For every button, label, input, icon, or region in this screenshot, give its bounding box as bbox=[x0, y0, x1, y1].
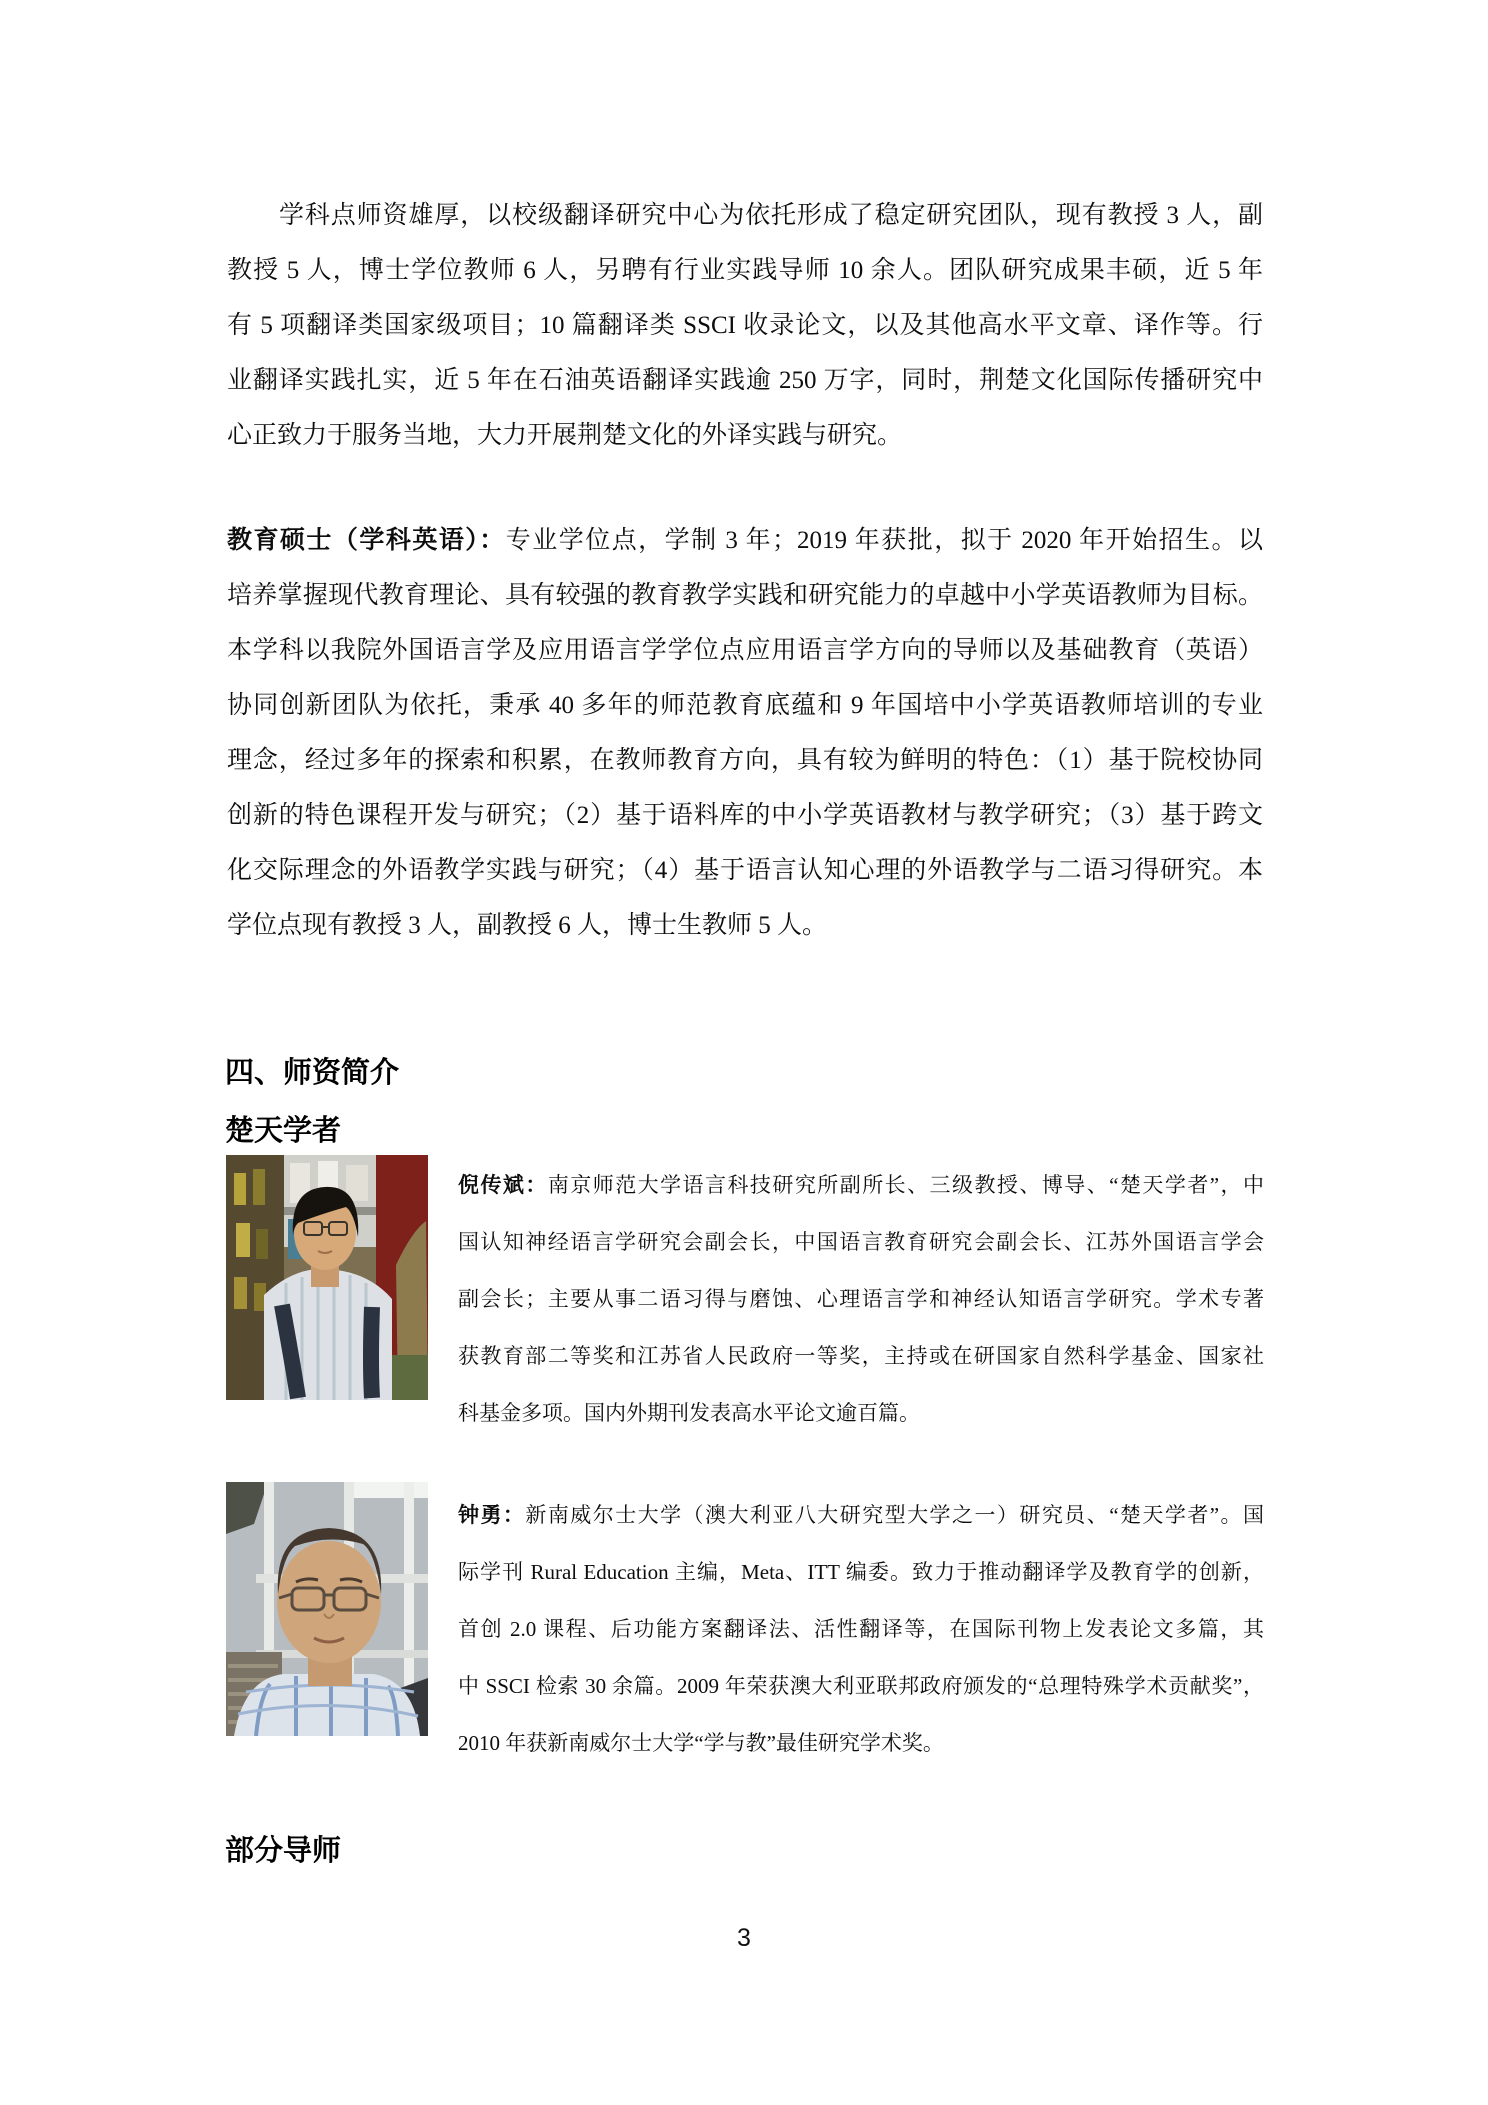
subheading-chutian-scholar: 楚天学者 bbox=[225, 1115, 342, 1147]
paragraph-line bbox=[227, 513, 1263, 568]
bio-line bbox=[458, 1487, 1264, 1544]
bio-name-zhong-yong: 钟勇： bbox=[458, 1503, 526, 1527]
bio-line-text: 新南威尔士大学（澳大利亚八大研究型大学之一）研究员、“楚天学者”。国 bbox=[525, 1503, 1265, 1527]
paragraph-line: 理念，经过多年的探索和积累，在教师教育方向，具有较为鲜明的特色：（1）基于院校协同 bbox=[227, 747, 1263, 774]
ni-chuanbin-portrait-image bbox=[226, 1155, 428, 1400]
bio-line: 际学刊 Rural Education 主编，Meta、ITT 编委。致力于推动翻译学及教育学的创新， bbox=[458, 1560, 1264, 1584]
section-heading-faculty-intro: 四、师资简介 bbox=[225, 1057, 400, 1089]
paragraph-line: 学位点现有教授 3 人，副教授 6 人，博士生教师 5 人。 bbox=[227, 912, 828, 939]
bio-line: 首创 2.0 课程、后功能方案翻译法、活性翻译等，在国际刊物上发表论文多篇，其 bbox=[458, 1617, 1264, 1641]
paragraph-line: 本学科以我院外国语言学及应用语言学学位点应用语言学方向的导师以及基础教育（英语） bbox=[227, 637, 1263, 664]
bio-name-ni-chuanbin: 倪传斌： bbox=[458, 1173, 548, 1197]
page-number: 3 bbox=[737, 1924, 751, 1952]
portrait-photo-zhong-yong bbox=[226, 1482, 428, 1736]
paragraph-line: 培养掌握现代教育理论、具有较强的教育教学实践和研究能力的卓越中小学英语教师为目标。 bbox=[227, 582, 1263, 609]
paragraph-education-master bbox=[227, 513, 1263, 953]
bio-line: 获教育部二等奖和江苏省人民政府一等奖，主持或在研国家自然科学基金、国家社 bbox=[458, 1344, 1264, 1368]
paragraph-line: 心正致力于服务当地，大力开展荆楚文化的外译实践与研究。 bbox=[227, 422, 903, 449]
paragraph-line: 协同创新团队为依托，秉承 40 多年的师范教育底蕴和 9 年国培中小学英语教师培训的专业 bbox=[227, 692, 1263, 719]
degree-program-label: 教育硕士（学科英语）： bbox=[227, 527, 506, 554]
bio-line: 国认知神经语言学研究会副会长，中国语言教育研究会副会长、江苏外国语言学会 bbox=[458, 1230, 1264, 1254]
bio-ni-chuanbin bbox=[226, 1155, 1264, 1442]
zhong-yong-portrait-image bbox=[226, 1482, 428, 1736]
subheading-partial-mentors: 部分导师 bbox=[225, 1835, 342, 1867]
bio-text-ni-chuanbin bbox=[458, 1155, 1264, 1442]
paragraph-line-text: 专业学位点，学制 3 年；2019 年获批，拟于 2020 年开始招生。以 bbox=[505, 527, 1263, 554]
portrait-photo-ni-chuanbin bbox=[226, 1155, 428, 1400]
bio-line bbox=[458, 1157, 1264, 1214]
paragraph-line: 业翻译实践扎实，近 5 年在石油英语翻译实践逾 250 万字，同时，荆楚文化国际传播研究中 bbox=[227, 367, 1263, 394]
bio-line-text: 南京师范大学语言科技研究所副所长、三级教授、博导、“楚天学者”，中 bbox=[547, 1173, 1265, 1197]
paragraph-line: 创新的特色课程开发与研究；（2）基于语料库的中小学英语教材与教学研究；（3）基于跨文 bbox=[227, 802, 1263, 829]
bio-line: 副会长；主要从事二语习得与磨蚀、心理语言学和神经认知语言学研究。学术专著 bbox=[458, 1287, 1264, 1311]
paragraph-line: 有 5 项翻译类国家级项目；10 篇翻译类 SSCI 收录论文，以及其他高水平文章、译作等。行 bbox=[227, 312, 1263, 339]
paragraph-line: 教授 5 人，博士学位教师 6 人，另聘有行业实践导师 10 余人。团队研究成果丰硕，近 5 年 bbox=[227, 257, 1263, 284]
paragraph-line: 学科点师资雄厚，以校级翻译研究中心为依托形成了稳定研究团队，现有教授 3 人，副 bbox=[279, 202, 1263, 229]
bio-text-zhong-yong bbox=[458, 1482, 1264, 1772]
bio-line: 中 SSCI 检索 30 余篇。2009 年荣获澳大利亚联邦政府颁发的“总理特殊学术贡献奖”， bbox=[458, 1674, 1264, 1698]
paragraph-line: 化交际理念的外语教学实践与研究；（4）基于语言认知心理的外语教学与二语习得研究。本 bbox=[227, 857, 1263, 884]
bio-zhong-yong bbox=[226, 1482, 1264, 1772]
bio-line: 科基金多项。国内外期刊发表高水平论文逾百篇。 bbox=[458, 1401, 920, 1425]
paragraph-faculty-strength bbox=[227, 188, 1263, 463]
bio-line: 2010 年获新南威尔士大学“学与教”最佳研究学术奖。 bbox=[458, 1731, 944, 1755]
